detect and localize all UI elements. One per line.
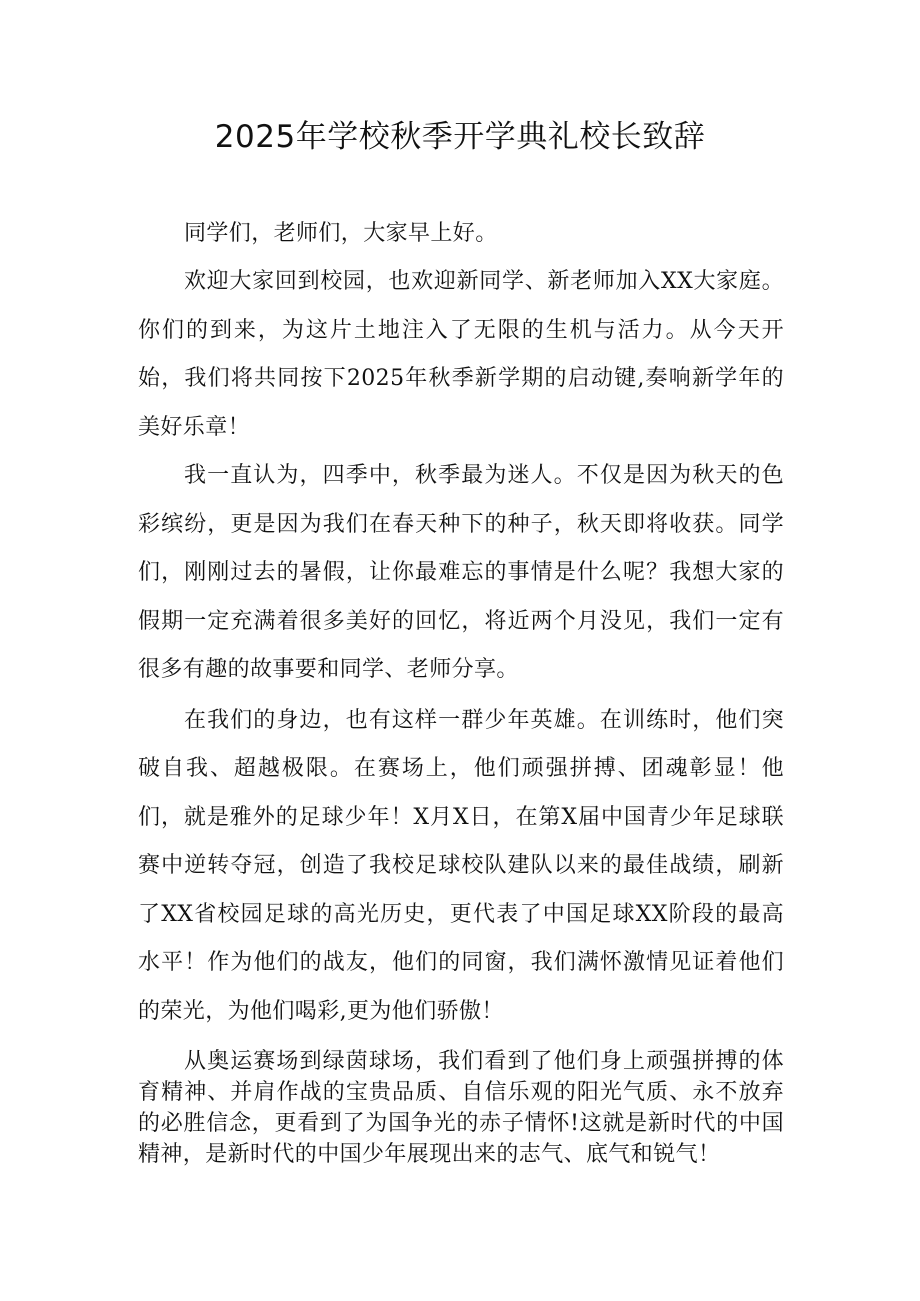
document-body xyxy=(138,210,784,1170)
paragraph-autumn: 我一直认为，四季中，秋季最为迷人。不仅是因为秋天的色彩缤纷，更是因为我们在春天种下的种子，秋天即将收获。同学们，刚刚过去的暑假，让你最难忘的事情是什么呢？我想大家的假期一定充满着很多美好的回忆，将近两个月没见，我们一定有很多有趣的故事要和同学、老师分享。 xyxy=(138,463,784,682)
paragraph-welcome: 欢迎大家回到校园，也欢迎新同学、新老师加入XX大家庭。你们的到来，为这片土地注入了无限的生机与活力。从今天开始，我们将共同按下2025年秋季新学期的启动键,奏响新学年的美好乐章！ xyxy=(138,269,784,440)
document-title: 2025年学校秋季开学典礼校长致辞 xyxy=(214,119,706,155)
paragraph-spirit: 从奥运赛场到绿茵球场，我们看到了他们身上顽强拼搏的体育精神、并肩作战的宝贵品质、自信乐观的阳光气质、永不放弃的必胜信念，更看到了为国争光的赤子情怀!这就是新时代的中国精神，是新时代的中国少年展现出来的志气、底气和锐气！ xyxy=(138,1049,784,1167)
paragraph-greeting: 同学们，老师们，大家早上好。 xyxy=(184,221,498,246)
paragraph-football-heroes: 在我们的身边，也有这样一群少年英雄。在训练时，他们突破自我、超越极限。在赛场上，他们顽强拼搏、团魂彰显！他们，就是雅外的足球少年！X月X日，在第X届中国青少年足球联赛中逆转夺冠，创造了我校足球校队建队以来的最佳战绩，刷新了XX省校园足球的高光历史，更代表了中国足球XX阶段的最高水平！作为他们的战友，他们的同窗，我们满怀激情见证着他们的荣光，为他们喝彩,更为他们骄傲！ xyxy=(138,707,784,1024)
